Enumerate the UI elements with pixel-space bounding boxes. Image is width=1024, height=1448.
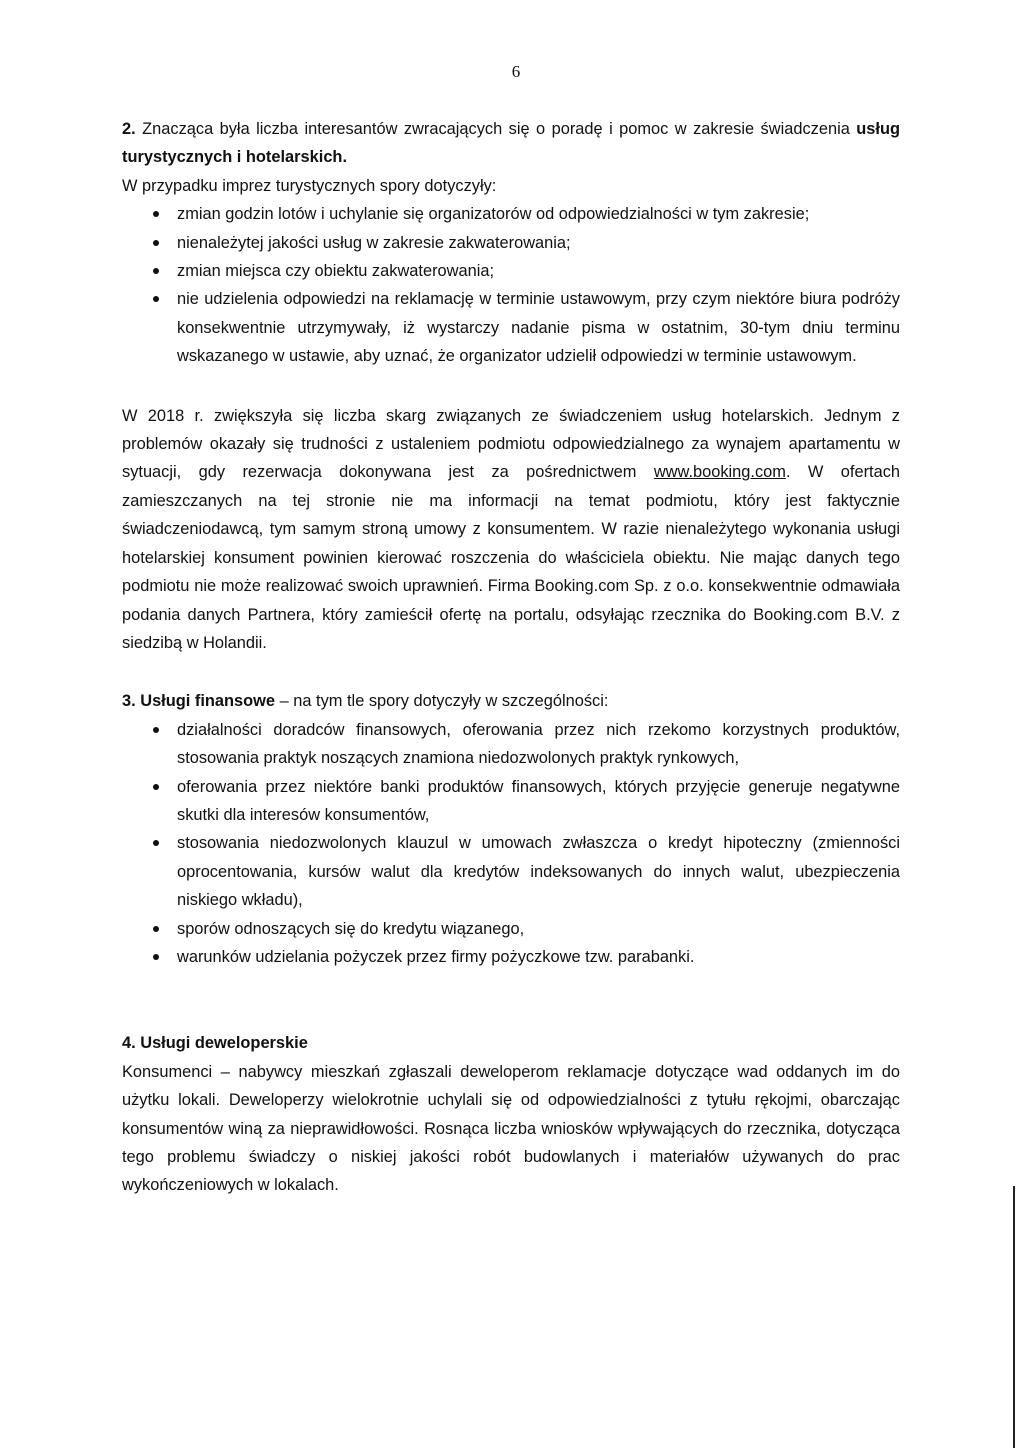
- section-2-intro: W przypadku imprez turystycznych spory dotyczyły:: [122, 176, 497, 195]
- paragraph-text: . W ofertach zamieszczanych na tej stronie nie ma informacji na temat podmiotu, który jest faktycznie świadczeniodawcą, tym samym stroną umowy z konsumentem. W razie nienależytego wykonania usługi hotelarskiej konsument powinien kierować roszczenia do właściciela obiektu. Nie mając danych tego podmiotu nie może realizować swoich uprawnień. Firma Booking.com Sp. z o.o. konsekwentnie odmawiała podania danych Partnera, który zamieścił ofertę na portalu, odsyłając rzecznika do Booking.com B.V. z siedzibą w Holandii.: [122, 463, 901, 652]
- section-2-heading: [122, 115, 900, 172]
- section-2-heading-text: Znacząca była liczba interesantów zwracających się o poradę i pomoc w zakresie świadczenia: [142, 120, 850, 138]
- section-3-heading-bold: Usługi finansowe: [140, 692, 276, 711]
- spacer: [122, 657, 900, 687]
- scan-edge-line: [1013, 1186, 1015, 1448]
- section-3-bullet-list: [122, 716, 900, 972]
- section-4-paragraph: Konsumenci – nabywcy mieszkań zgłaszali deweloperom reklamacje dotyczące wad oddanych im do użytku lokali. Deweloperzy wielokrotnie uchylali się od odpowiedzialności z tytułu rękojmi, obarczając konsumentów winą za nieprawidłowości. Rosnąca liczba wniosków wpływających do rzecznika, dotycząca tego problemu świadczy o niskiej jakości robót budowlanych i materiałów używanych do prac wykończeniowych w lokalach.: [122, 1062, 900, 1195]
- section-3-heading: [122, 687, 900, 715]
- list-item: oferowania przez niektóre banki produktów finansowych, których przyjęcie generuje negatywne skutki dla interesów konsumentów,: [122, 773, 900, 830]
- section-2-heading-bold: usług turystycznych i hotelarskich.: [122, 120, 901, 167]
- list-item: nienależytej jakości usług w zakresie zakwaterowania;: [122, 229, 900, 257]
- list-item: nie udzielenia odpowiedzi na reklamację w terminie ustawowym, przy czym niektóre biura podróży konsekwentnie utrzymywały, iż wystarczy nadanie pisma w ostatnim, 30-tym dniu terminu wskazanego w ustawie, aby uznać, że organizator udzielił odpowiedzi w terminie ustawowym.: [122, 285, 900, 370]
- paragraph-text: W 2018 r. zwiększyła się liczba skarg związanych ze świadczeniem usług hotelarskich. Jednym z problemów okazały się trudności z ustaleniem podmiotu odpowiedzialnego za wynajem apartamentu w sytuacji, gdy rezerwacja dokonywana jest za pośrednictwem: [122, 406, 900, 482]
- list-item: działalności doradców finansowych, oferowania przez nich rzekomo korzystnych produktów, stosowania praktyk noszących znamiona niedozwolonych praktyk rynkowych,: [122, 716, 900, 773]
- section-4-heading: [122, 1029, 900, 1057]
- list-item: zmian godzin lotów i uchylanie się organizatorów od odpowiedzialności w tym zakresie;: [122, 200, 900, 228]
- section-2-hotel-paragraph: [122, 402, 900, 658]
- section-number: 4.: [122, 1034, 136, 1053]
- spacer: [122, 971, 900, 1029]
- page-number: 6: [511, 62, 521, 81]
- booking-link[interactable]: www.booking.com: [653, 463, 786, 482]
- list-item: warunków udzielania pożyczek przez firmy pożyczkowe tzw. parabanki.: [122, 943, 900, 971]
- section-number: 2.: [122, 120, 136, 138]
- section-4-heading-bold: Usługi deweloperskie: [140, 1034, 308, 1053]
- section-number: 3.: [122, 692, 136, 711]
- list-item: sporów odnoszących się do kredytu wiązanego,: [122, 915, 900, 943]
- list-item: zmian miejsca czy obiektu zakwaterowania;: [122, 257, 900, 285]
- spacer: [122, 371, 900, 402]
- section-2-bullet-list: [122, 200, 900, 370]
- section-3-heading-text: – na tym tle spory dotyczyły w szczególności:: [275, 692, 609, 711]
- list-item: stosowania niedozwolonych klauzul w umowach zwłaszcza o kredyt hipoteczny (zmienności oprocentowania, kursów walut dla kredytów indeksowanych do innych walut, ubezpieczenia niskiego wkładu),: [122, 829, 900, 914]
- document-body: [122, 115, 900, 1200]
